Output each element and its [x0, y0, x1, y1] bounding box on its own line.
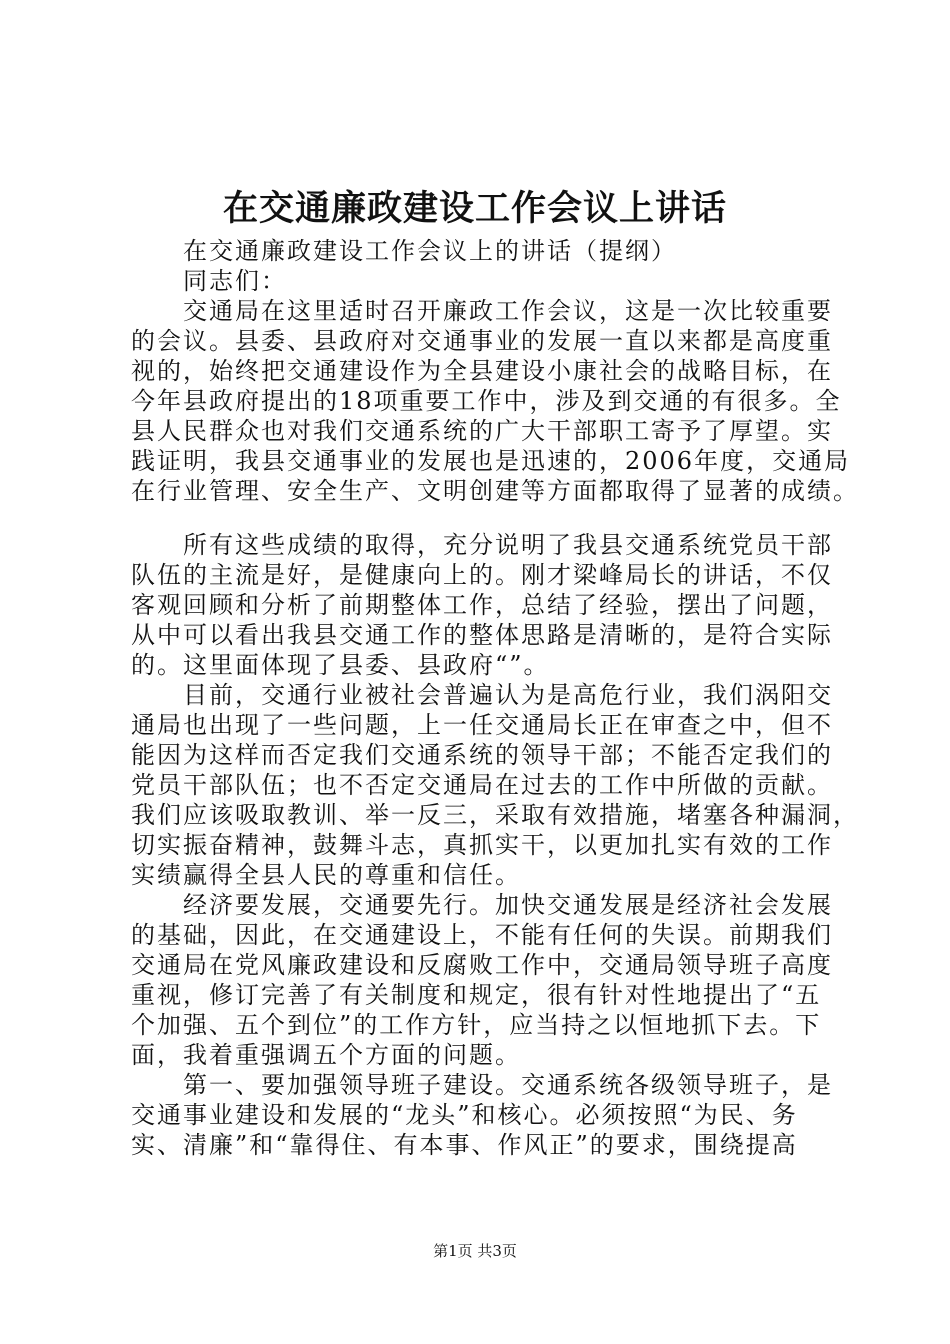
text-line: 的基础，因此，在交通建设上，不能有任何的失误。前期我们: [131, 921, 833, 949]
text-line: 所有这些成绩的取得，充分说明了我县交通系统党员干部: [183, 531, 833, 559]
subtitle-line: 在交通廉政建设工作会议上的讲话（提纲）: [183, 237, 677, 265]
text-line: 交通局在这里适时召开廉政工作会议，这是一次比较重要: [183, 297, 833, 325]
text-line: 实绩赢得全县人民的尊重和信任。: [131, 861, 521, 889]
text-line: 能因为这样而否定我们交通系统的领导干部；不能否定我们的: [131, 741, 833, 769]
text-line: 面，我着重强调五个方面的问题。: [131, 1041, 521, 1069]
text-line: 我们应该吸取教训、举一反三，采取有效措施，堵塞各种漏洞，: [131, 801, 859, 829]
text-line: 重视，修订完善了有关制度和规定，很有针对性地提出了“五: [131, 981, 822, 1009]
text-line: 的会议。县委、县政府对交通事业的发展一直以来都是高度重: [131, 327, 833, 355]
text-line: 县人民群众也对我们交通系统的广大干部职工寄予了厚望。实: [131, 417, 833, 445]
text-line: 实、清廉”和“靠得住、有本事、作风正”的要求，围绕提高: [131, 1131, 798, 1159]
text-line: 切实振奋精神，鼓舞斗志，真抓实干，以更加扎实有效的工作: [131, 831, 833, 859]
text-line: 党员干部队伍；也不否定交通局在过去的工作中所做的贡献。: [131, 771, 833, 799]
text-line: 个加强、五个到位”的工作方针，应当持之以恒地抓下去。下: [131, 1011, 822, 1039]
text-line: 践证明，我县交通事业的发展也是迅速的，2006年度，交通局: [131, 447, 851, 475]
document-body: [131, 236, 859, 1160]
salutation-line: 同志们：: [183, 267, 287, 295]
text-line: 队伍的主流是好，是健康向上的。刚才梁峰局长的讲话，不仅: [131, 561, 833, 589]
text-line: 目前，交通行业被社会普遍认为是高危行业，我们涡阳交: [183, 681, 833, 709]
text-line: 交通局在党风廉政建设和反腐败工作中，交通局领导班子高度: [131, 951, 833, 979]
text-line: 第一、要加强领导班子建设。交通系统各级领导班子，是: [183, 1071, 833, 1099]
page-footer: 第1页 共3页: [433, 1242, 517, 1260]
text-line: 从中可以看出我县交通工作的整体思路是清晰的，是符合实际: [131, 621, 833, 649]
text-line: 视的，始终把交通建设作为全县建设小康社会的战略目标，在: [131, 357, 833, 385]
text-line: 的。这里面体现了县委、县政府“”。: [131, 651, 550, 679]
text-line: 通局也出现了一些问题，上一任交通局长正在审查之中，但不: [131, 711, 833, 739]
text-line: 客观回顾和分析了前期整体工作，总结了经验，摆出了问题，: [131, 591, 833, 619]
paragraph-gap: [131, 506, 831, 530]
text-line: 经济要发展，交通要先行。加快交通发展是经济社会发展: [183, 891, 833, 919]
text-line: 交通事业建设和发展的“龙头”和核心。必须按照“为民、务: [131, 1101, 798, 1129]
text-line: 今年县政府提出的18项重要工作中，涉及到交通的有很多。全: [131, 387, 842, 415]
document-title: 在交通廉政建设工作会议上讲话: [222, 188, 727, 229]
text-line: 在行业管理、安全生产、文明创建等方面都取得了显著的成绩。: [131, 477, 859, 505]
